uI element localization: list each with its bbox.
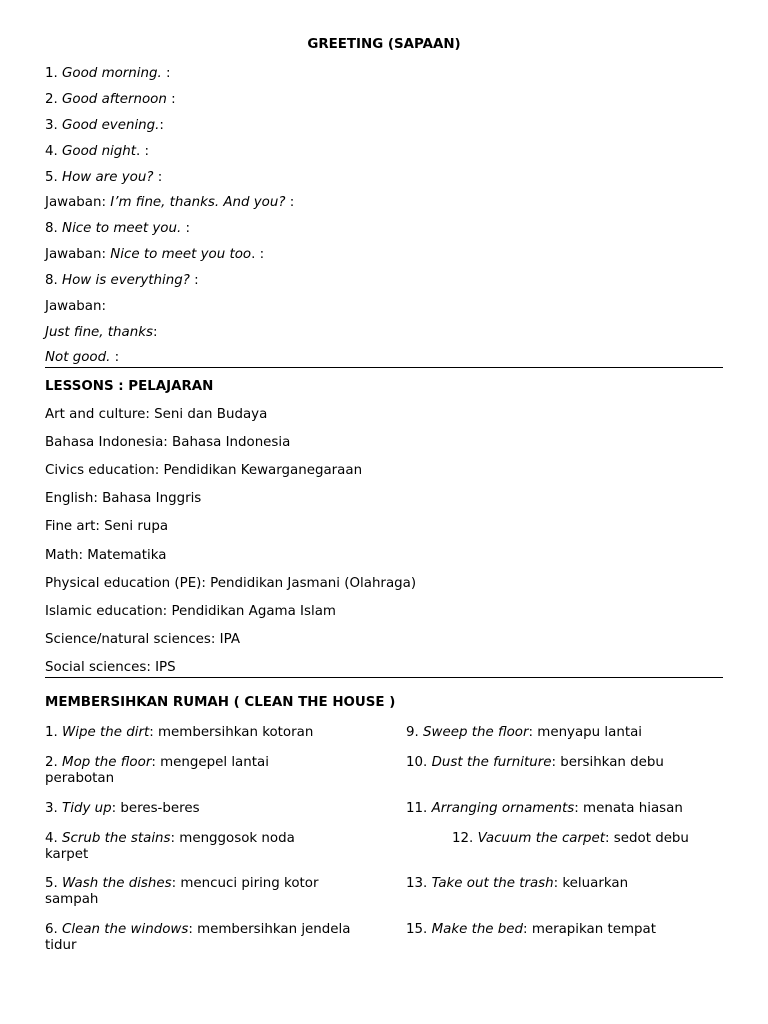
greeting-line: 4. Good night. : (45, 144, 150, 159)
greeting-line: Just fine, thanks: (45, 325, 158, 340)
lesson-item: Islamic education: Pendidikan Agama Islam (45, 604, 336, 619)
lesson-item: Civics education: Pendidikan Kewarganegaraan (45, 463, 363, 478)
lesson-item: Art and culture: Seni dan Budaya (45, 407, 268, 422)
greeting-line: 5. How are you? : (45, 170, 163, 185)
lesson-item: Science/natural sciences: IPA (45, 632, 240, 647)
section-divider (45, 677, 723, 678)
house-item: 13. Take out the trash: keluarkan (406, 876, 629, 891)
house-item: 1. Wipe the dirt: membersihkan kotoran (45, 725, 314, 740)
greeting-line: 8. Nice to meet you. : (45, 221, 191, 236)
greeting-line: Jawaban: I’m fine, thanks. And you? : (45, 195, 295, 210)
lesson-item: Social sciences: IPS (45, 660, 176, 675)
section-divider (45, 367, 723, 368)
house-item: 2. Mop the floor: mengepel lantai perabotan (45, 755, 269, 786)
greeting-line: 8. How is everything? : (45, 273, 199, 288)
greeting-line: Jawaban: Nice to meet you too. : (45, 247, 265, 262)
house-item: 12. Vacuum the carpet: sedot debu (452, 831, 689, 846)
house-item: 11. Arranging ornaments: menata hiasan (406, 801, 683, 816)
greeting-title: GREETING (SAPAAN) (307, 37, 461, 52)
lesson-item: Fine art: Seni rupa (45, 519, 169, 534)
house-item: 3. Tidy up: beres-beres (45, 801, 200, 816)
greeting-line: Not good. : (45, 350, 120, 365)
house-item: 5. Wash the dishes: mencuci piring kotor sampah (45, 876, 319, 907)
greeting-line: Jawaban: (45, 299, 107, 314)
greeting-line: 3. Good evening.: (45, 118, 164, 133)
house-item: 9. Sweep the floor: menyapu lantai (406, 725, 643, 740)
house-item: 6. Clean the windows: membersihkan jendela tidur (45, 922, 351, 953)
house-item: 10. Dust the furniture: bersihkan debu (406, 755, 664, 770)
greeting-line: 2. Good afternoon : (45, 92, 176, 107)
lesson-item: Physical education (PE): Pendidikan Jasmani (Olahraga) (45, 576, 417, 591)
house-heading: MEMBERSIHKAN RUMAH ( CLEAN THE HOUSE ) (45, 695, 396, 710)
lesson-item: Math: Matematika (45, 548, 167, 563)
lessons-heading: LESSONS : PELAJARAN (45, 379, 214, 394)
lesson-item: Bahasa Indonesia: Bahasa Indonesia (45, 435, 291, 450)
lesson-item: English: Bahasa Inggris (45, 491, 202, 506)
house-item: 15. Make the bed: merapikan tempat (406, 922, 656, 937)
greeting-line: 1. Good morning. : (45, 66, 171, 81)
house-item: 4. Scrub the stains: menggosok noda karpet (45, 831, 295, 862)
